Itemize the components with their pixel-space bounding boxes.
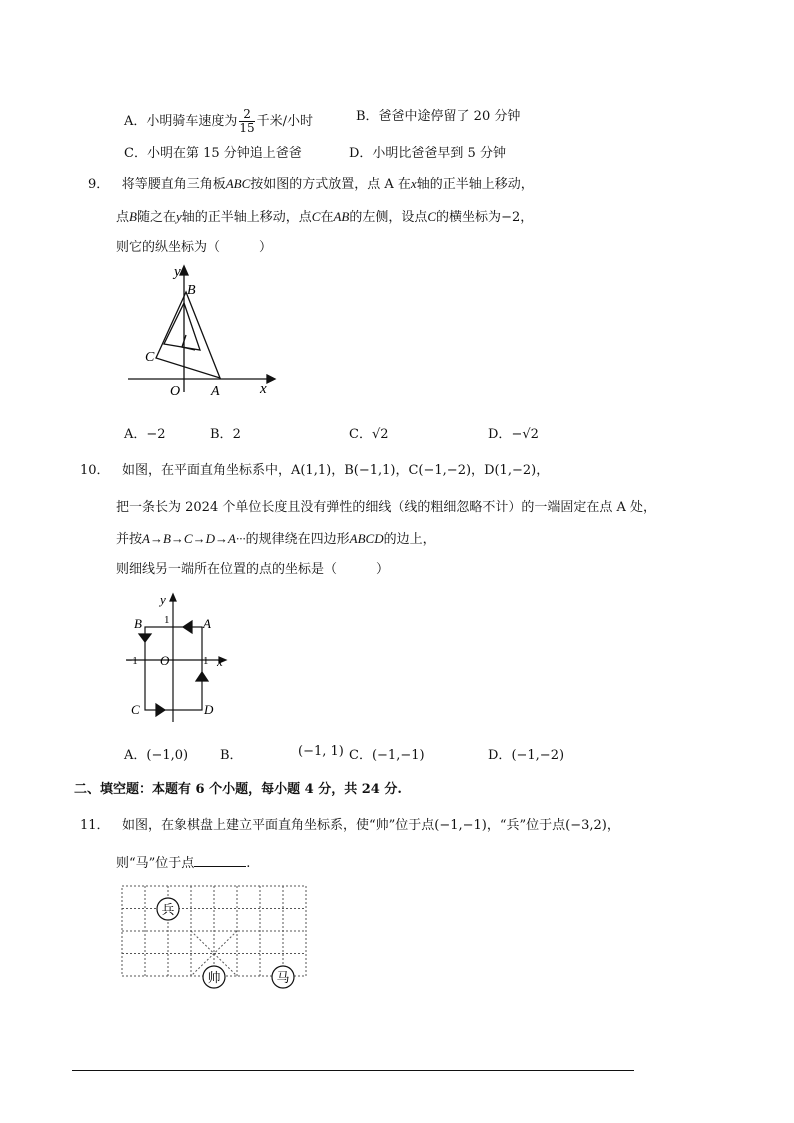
math-abc: ABC [225, 176, 251, 191]
q8-option-a-fraction [239, 108, 254, 135]
point-c-coord: C(−1,−2) [408, 463, 472, 478]
y-axis-arrow-icon [180, 266, 188, 275]
q10-option-d [488, 744, 564, 763]
q9-text: 轴的正半轴上移动，点 [181, 210, 312, 225]
q8-option-d: D．小明比爸爸早到 5 分钟 [349, 146, 506, 161]
q9-line-2 [116, 208, 533, 227]
arrow-down-icon [139, 634, 151, 642]
q9-option-d [488, 423, 539, 442]
q9-option-c [349, 423, 389, 442]
q11-chessboard [118, 882, 313, 994]
q9-text: 按如图的方式放置，点 A 在 [250, 177, 411, 192]
label-c: C [131, 702, 140, 717]
q11-number: 11． [80, 818, 110, 833]
option-value: (−1,−2) [511, 748, 565, 763]
q10-text: 如图，在平面直角坐标系中， [121, 463, 291, 478]
q9-option-a [124, 423, 166, 442]
label-b: B [134, 616, 142, 631]
label-a: A [211, 384, 220, 398]
option-label: C． [349, 427, 372, 442]
label-y: y [160, 592, 166, 607]
q10-option-c [349, 744, 425, 763]
q10-text: 的规律绕在四边形 [245, 532, 350, 547]
q10-text: 的边上， [383, 532, 436, 547]
option-label: D． [488, 748, 512, 763]
option-label: D． [488, 427, 512, 442]
label-x: x [260, 381, 267, 397]
q8-option-b: B．爸爸中途停留了 20 分钟 [356, 109, 521, 124]
option-value: √2 [371, 427, 389, 442]
answer-blank[interactable] [194, 853, 246, 867]
label-y: y [174, 264, 181, 280]
q10-option-b-label: B． [220, 748, 243, 763]
q9-line-3: 则它的纵坐标为（ ） [116, 240, 273, 255]
q9-text: 随之在 [136, 210, 176, 225]
math-c: C [311, 209, 321, 224]
math-value: −2 [501, 210, 521, 225]
q10-figure [122, 590, 232, 725]
q11-text: . [246, 856, 251, 871]
q8-option-a-prefix: A．小明骑车速度为 [124, 114, 238, 129]
q11-text: 如图，在象棋盘上建立平面直角坐标系，使“帅”位于点 [121, 818, 435, 833]
x-axis-arrow-icon [267, 375, 275, 383]
label-o: O [160, 653, 170, 668]
fraction-numerator: 2 [239, 108, 254, 122]
q8-option-c: C．小明在第 15 分钟追上爸爸 [124, 146, 302, 161]
q9-text: 在 [320, 210, 334, 225]
q9-text: 将等腰直角三角板 [121, 177, 226, 192]
label-d: D [204, 702, 214, 717]
math-y: y [175, 209, 182, 224]
q10-line-2: 把一条长为 2024 个单位长度且没有弹性的细线（线的粗细忽略不计）的一端固定在点 A 处， [116, 500, 657, 515]
option-value: −√2 [511, 427, 539, 442]
math-sequence: A→B→C→D→A··· [142, 531, 246, 546]
separator: ， [471, 463, 485, 478]
option-value: (−1,0) [146, 748, 189, 763]
section-heading: 二、填空题：本题有 6 个小题，每小题 4 分，共 24 分. [74, 782, 402, 797]
tick-neg-one: −1 [126, 655, 138, 667]
piece-bing-label: 兵 [161, 903, 175, 918]
q9-text: 的左侧，设点 [349, 210, 428, 225]
option-label: A． [124, 748, 147, 763]
point-bing-coord: (−3,2) [565, 818, 607, 833]
separator: ， [395, 463, 409, 478]
label-a: A [203, 616, 211, 631]
triangle-inner [164, 303, 200, 350]
option-label: C． [349, 748, 372, 763]
math-ab: AB [333, 209, 350, 224]
piece-shuai-label: 帅 [207, 971, 221, 986]
q9-option-b [210, 423, 241, 442]
math-c: C [427, 209, 437, 224]
option-value: −2 [146, 427, 166, 442]
q8-option-a [124, 108, 313, 135]
math-b: B [129, 209, 137, 224]
q9-text: 点 [116, 210, 130, 225]
piece-ma-label: 马 [276, 971, 290, 986]
point-d-coord: D(1,−2) [484, 463, 537, 478]
label-o: O [170, 384, 181, 398]
q9-text: 的横坐标为 [436, 210, 502, 225]
label-b: B [187, 283, 196, 298]
arrow-up-icon [196, 672, 208, 681]
triangle-abc [156, 292, 220, 378]
q10-line-1 [80, 462, 549, 480]
q11-text: ， [606, 818, 620, 833]
q9-text: ， [520, 210, 534, 225]
arrow-left-icon [183, 621, 192, 633]
q9-line-1 [88, 175, 534, 194]
q10-option-a [124, 744, 188, 763]
q8-option-a-suffix: 千米/小时 [256, 114, 314, 129]
q9-figure [120, 258, 280, 398]
option-label: A． [124, 427, 147, 442]
label-c: C [145, 350, 155, 365]
q11-text: ，“兵”位于点 [486, 818, 566, 833]
point-b-coord: B(−1,1) [344, 463, 396, 478]
q11-line-1 [80, 817, 620, 835]
q10-text: 并按 [116, 532, 143, 547]
separator: ， [536, 463, 550, 478]
tick-one-top: 1 [164, 614, 170, 626]
q11-text: 则“马”位于点 [116, 856, 195, 871]
math-abcd: ABCD [349, 531, 384, 546]
math-x: x [410, 176, 417, 191]
footer-rule [72, 1070, 634, 1071]
q11-line-2 [116, 853, 250, 873]
q10-line-3 [116, 530, 436, 549]
q10-line-4: 则细线另一端所在位置的点的坐标是（ ） [116, 562, 390, 577]
separator: ， [331, 463, 345, 478]
y-axis-arrow-icon [170, 594, 176, 601]
option-label: B． [210, 427, 233, 442]
point-shuai-coord: (−1,−1) [434, 818, 487, 833]
tick-one-right: 1 [203, 655, 209, 667]
q9-text: 轴的正半轴上移动， [416, 177, 534, 192]
option-value: 2 [232, 427, 241, 442]
q10-number: 10． [80, 463, 110, 478]
fraction-denominator: 15 [239, 121, 255, 135]
arrow-right-icon [156, 704, 165, 716]
label-x: x [217, 654, 223, 669]
q9-number: 9． [88, 177, 110, 192]
point-a-coord: A(1,1) [290, 463, 332, 478]
option-value: (−1,−1) [371, 748, 425, 763]
q10-option-b-value: (−1, 1) [298, 744, 344, 759]
